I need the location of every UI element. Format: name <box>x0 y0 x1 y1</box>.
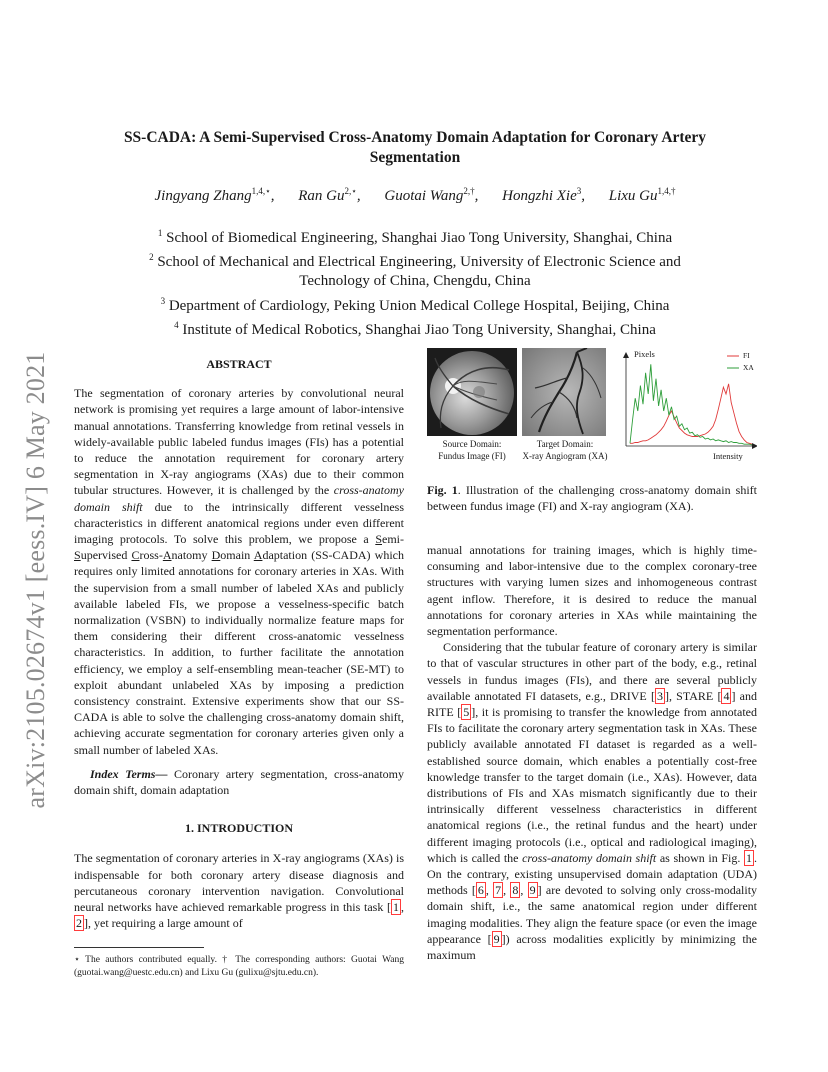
affiliation: $^4$ Institute of Medical Robotics, Shanghai Jiao Tong University, Shanghai, China <box>174 319 656 338</box>
citation-link[interactable]: 3 <box>656 688 663 703</box>
abstract-body: The segmentation of coronary arteries by convolutional neural network is promising yet requires a large amount of labor-intensive manual annotations. Transferring knowledge from retinal vessels in widely-available public labeled fundus images (FIs) has a potential to reduce the annotation requirement for coronary artery segmentation in X-ray angiograms (XAs) due to their common tubular structures. However, it is challenged by the cross-anatomy domain shift due to the intrinsically different vesselness characteristics in different anatomical regions under even different imaging protocols. To solve this problem, we propose a Semi-Supervised Cross-Anatomy Domain Adaptation (SS-CADA) which requires only limited annotations for coronary arteries in XAs. With the supervision from a small number of labeled XAs and publicly available labeled FIs, we propose a vesselness-specific batch normalization (VSBN) to individually normalize feature maps for them considering their different cross-anatomic vesselness characteristics. In addition, to further facilitate the annotation efficiency, we employ a self-ensembling mean-teacher (SE-MT) to exploit abundant unlabeled XAs by imposing a prediction consistency constraint. Extensive experiments show that our SS-CADA is able to solve the challenging cross-anatomy domain shift, achieving accurate segmentation for coronary arteries given only a small number of labeled XAs. <box>74 386 405 757</box>
footnote-rule <box>74 947 204 948</box>
affiliation: $^1$ School of Biomedical Engineering, Shanghai Jiao Tong University, Shanghai, China <box>157 228 673 246</box>
figure-link[interactable]: 1 <box>746 850 752 865</box>
intro-paragraph: The segmentation of coronary arteries in X-ray angiograms (XAs) is indispensable for both coronary artery disease diagnosis and percutaneous coronary intervention navigation. Convolutional neural networks have achieved remarkable progress in this task [ 1 , 2 ], yet requiring a large amount of <box>74 851 404 931</box>
citation-link[interactable]: 4 <box>723 688 730 703</box>
series-line-xa <box>630 364 752 445</box>
arxiv-identifier-text: arXiv:2105.02674v1 [eess.IV] 6 May 2021 <box>21 351 50 809</box>
citation-link[interactable]: 1 <box>393 900 399 915</box>
x-axis-label: Intensity <box>713 451 743 461</box>
x-axis-arrow <box>752 443 757 449</box>
intensity-histogram <box>623 352 757 449</box>
author-list <box>90 186 740 205</box>
intro-paragraph-continued: manual annotations for training images, which is highly time-consuming and labor-intensive due to the complex coronary-tree structures with varying lumen sizes and inhomogeneous contrast agent inflow. Therefore, it is desired to reduce the manual annotations for coronary arteries in XAs while maintaining the segmentation performance. <box>427 543 757 639</box>
legend-label-fi: FI <box>743 351 750 360</box>
affiliation: $^2$ School of Mechanical and Electrical Engineering, University of Electronic Science and Technology of China, Chengdu, China <box>149 252 681 290</box>
left-column <box>74 356 404 932</box>
y-axis-arrow <box>623 352 629 358</box>
figure-caption: Fig. 1. Illustration of the challenging cross-anatomy domain shift between fundus image (FI) and X-ray angiogram (XA). <box>427 483 757 514</box>
paper-title: SS-CADA: A Semi-Supervised Cross-Anatomy Domain Adaptation for Coronary Artery Segmentation <box>123 129 707 166</box>
footnote: ⋆ The authors contributed equally. † The corresponding authors: Guotai Wang (guotai.wang@uestc.edu.cn) and Lixu Gu (gulixu@sjtu.edu.cn). <box>74 955 404 978</box>
abstract-heading: ABSTRACT <box>206 357 272 371</box>
citation-link[interactable]: 9 <box>493 931 500 946</box>
legend-label-xa: XA <box>743 363 754 372</box>
author: Lixu $Gu^{1,4,\dagger}$ <box>608 186 676 204</box>
intro-paragraph-2: Considering that the tubular feature of coronary artery is similar to that of vascular structures in other part of the body, e.g., retinal vessels in fundus images (FIs), and there are several publicly available annotated FI datasets, e.g., DRIVE [ 3 ], STARE [ 4 ] and RITE [ 5 ], it is promising to transfer the knowledge from annotated FIs to facilitate the coronary artery segmentation task in XAs. These publicly available annotated FI dataset is regarded as a well-established source domain, which enables a potentially cost-free knowledge transfer to the target domain (i.e., XAs). However, data distributions of FIs and XAs mismatch significantly due to their intrinsically different vesselness characteristics in different anatomical regions (i.e., the retinal fundus and the heart) under different imaging protocols (i.e., optical and radiological imaging), which is called the cross-anatomy domain shift as shown in Fig. 1 . On the contrary, existing unsupervised domain adaptation (UDA) methods [ 6 , 7 , 8 , 9 ] are devoted to solving only cross-modality domain shift, i.e., the same anatomical region under different imaging modalities. They align the feature space (or even the image appearance [ 9 ]) across modalities explicitly by minimizing the maximum <box>427 640 758 963</box>
author: Guotai Wang$^{2,\dagger}$, <box>384 186 479 204</box>
affiliations <box>90 224 740 340</box>
affiliation: $^3$ Department of Cardiology, Peking Union Medical College Hospital, Beijing, China <box>160 295 670 314</box>
citation-link[interactable]: 2 <box>76 916 82 931</box>
citation-link[interactable]: 9 <box>529 883 536 898</box>
index-terms: Index Terms— Coronary artery segmentation, cross-anatomy domain shift, domain adaptation <box>74 766 404 798</box>
xray-angiogram-image <box>522 348 606 436</box>
citation-link[interactable]: 6 <box>477 883 484 898</box>
right-column <box>427 542 757 963</box>
fundus-image <box>427 348 517 436</box>
author: Hongzhi Xie$^3$, <box>502 186 585 204</box>
source-domain-caption: Source Domain: Fundus Image (FI) <box>438 439 506 461</box>
citation-link[interactable]: 5 <box>463 705 470 720</box>
y-axis-label: Pixels <box>634 349 655 359</box>
author: Jingyang Zhang$^{1,4,⋆}$, <box>154 186 275 204</box>
figure-1 <box>427 348 757 466</box>
arxiv-identifier <box>14 300 58 860</box>
citation-link[interactable]: 7 <box>495 883 502 898</box>
target-domain-caption: Target Domain: X-ray Angiogram (XA) <box>522 439 608 461</box>
intro-heading: 1. INTRODUCTION <box>184 821 293 836</box>
author: Ran $Gu^{2,⋆}$, <box>298 186 361 204</box>
citation-link[interactable]: 8 <box>512 883 519 898</box>
